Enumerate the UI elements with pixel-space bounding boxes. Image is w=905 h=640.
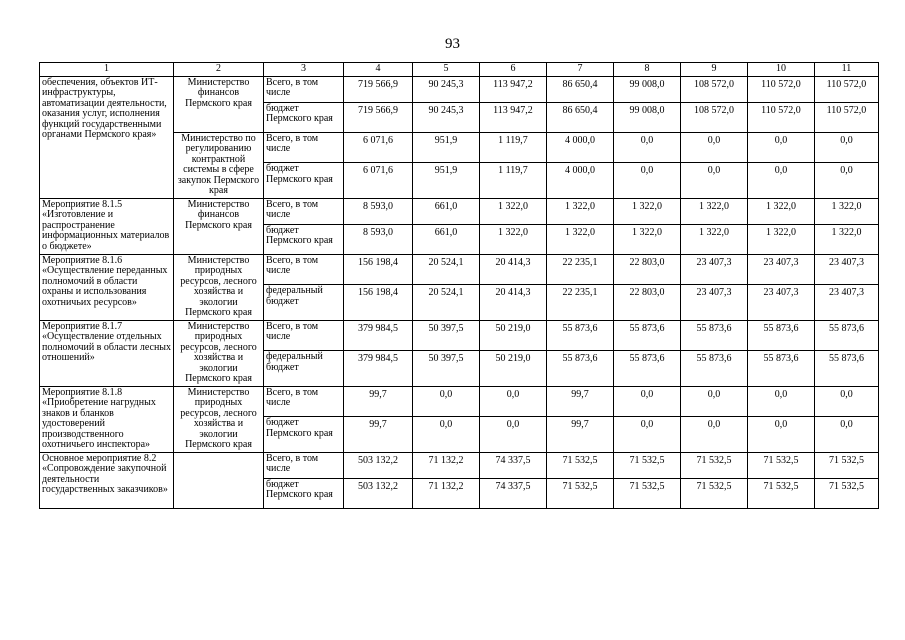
amount-cell: 55 873,6	[547, 351, 614, 386]
column-header: 3	[264, 63, 344, 77]
amount-cell: 0,0	[748, 417, 815, 452]
executor-cell	[174, 452, 264, 508]
amount-cell: 55 873,6	[748, 351, 815, 386]
amount-cell: 110 572,0	[815, 102, 879, 132]
amount-cell: 1 119,7	[480, 163, 547, 198]
amount-cell: 113 947,2	[480, 76, 547, 102]
amount-cell: 503 132,2	[344, 452, 413, 478]
amount-cell: 55 873,6	[681, 351, 748, 386]
amount-cell: 99,7	[344, 386, 413, 417]
executor-cell: Министерство природных ресурсов, лесного хозяйства и экологии Пермского края	[174, 254, 264, 320]
column-header: 1	[40, 63, 174, 77]
amount-cell: 951,9	[413, 132, 480, 163]
activity-name-cell: Мероприятие 8.1.6 «Осуществление переданных полномочий в области охраны и использования охотничьих ресурсов»	[40, 254, 174, 320]
amount-cell: 99,7	[344, 417, 413, 452]
executor-cell: Министерство финансов Пермского края	[174, 76, 264, 132]
amount-cell: 0,0	[748, 132, 815, 163]
amount-cell: 23 407,3	[815, 285, 879, 320]
funding-source-cell: Всего, в том числе	[264, 132, 344, 163]
amount-cell: 71 132,2	[413, 478, 480, 508]
amount-cell: 0,0	[815, 386, 879, 417]
budget-table	[39, 62, 879, 509]
amount-cell: 71 532,5	[547, 478, 614, 508]
amount-cell: 50 397,5	[413, 320, 480, 351]
amount-cell: 108 572,0	[681, 76, 748, 102]
activity-name-cell: обеспечения, объектов ИТ-инфраструктуры, автоматизации деятельности, оказания услуг, исполнения функций государственными органами Пермского края»	[40, 76, 174, 198]
executor-cell: Министерство природных ресурсов, лесного хозяйства и экологии Пермского края	[174, 386, 264, 452]
amount-cell: 0,0	[614, 417, 681, 452]
amount-cell: 1 322,0	[815, 224, 879, 254]
amount-cell: 50 219,0	[480, 351, 547, 386]
column-header: 6	[480, 63, 547, 77]
amount-cell: 55 873,6	[614, 351, 681, 386]
amount-cell: 90 245,3	[413, 102, 480, 132]
amount-cell: 71 532,5	[815, 478, 879, 508]
funding-source-cell: федеральный бюджет	[264, 351, 344, 386]
amount-cell: 55 873,6	[748, 320, 815, 351]
amount-cell: 71 532,5	[815, 452, 879, 478]
funding-source-cell: бюджет Пермского края	[264, 224, 344, 254]
amount-cell: 719 566,9	[344, 102, 413, 132]
amount-cell: 1 322,0	[681, 224, 748, 254]
amount-cell: 6 071,6	[344, 132, 413, 163]
amount-cell: 20 524,1	[413, 254, 480, 285]
activity-name-cell: Мероприятие 8.1.5 «Изготовление и распространение информационных материалов о бюджете»	[40, 198, 174, 254]
column-header: 4	[344, 63, 413, 77]
amount-cell: 1 322,0	[681, 198, 748, 224]
table-body	[40, 76, 879, 508]
amount-cell: 0,0	[614, 386, 681, 417]
funding-source-cell: бюджет Пермского края	[264, 102, 344, 132]
amount-cell: 0,0	[681, 386, 748, 417]
amount-cell: 71 532,5	[614, 478, 681, 508]
funding-source-cell: Всего, в том числе	[264, 320, 344, 351]
amount-cell: 71 532,5	[748, 478, 815, 508]
amount-cell: 55 873,6	[614, 320, 681, 351]
amount-cell: 156 198,4	[344, 254, 413, 285]
column-header: 2	[174, 63, 264, 77]
amount-cell: 1 322,0	[815, 198, 879, 224]
amount-cell: 74 337,5	[480, 452, 547, 478]
column-header: 7	[547, 63, 614, 77]
amount-cell: 23 407,3	[748, 285, 815, 320]
executor-cell: Министерство по регулированию контрактной системы в сфере закупок Пермского края	[174, 132, 264, 198]
funding-source-cell: Всего, в том числе	[264, 198, 344, 224]
column-header: 10	[748, 63, 815, 77]
amount-cell: 23 407,3	[681, 254, 748, 285]
amount-cell: 110 572,0	[815, 76, 879, 102]
amount-cell: 20 414,3	[480, 254, 547, 285]
amount-cell: 1 322,0	[748, 198, 815, 224]
funding-source-cell: Всего, в том числе	[264, 386, 344, 417]
amount-cell: 22 235,1	[547, 285, 614, 320]
column-header: 11	[815, 63, 879, 77]
amount-cell: 661,0	[413, 198, 480, 224]
amount-cell: 719 566,9	[344, 76, 413, 102]
amount-cell: 4 000,0	[547, 163, 614, 198]
amount-cell: 503 132,2	[344, 478, 413, 508]
amount-cell: 20 524,1	[413, 285, 480, 320]
amount-cell: 86 650,4	[547, 102, 614, 132]
amount-cell: 99,7	[547, 386, 614, 417]
activity-name-cell: Основное мероприятие 8.2 «Сопровождение закупочной деятельности государственных заказчиков»	[40, 452, 174, 508]
amount-cell: 55 873,6	[815, 351, 879, 386]
amount-cell: 1 322,0	[547, 198, 614, 224]
header-row	[40, 63, 879, 77]
amount-cell: 71 532,5	[547, 452, 614, 478]
amount-cell: 55 873,6	[681, 320, 748, 351]
amount-cell: 71 132,2	[413, 452, 480, 478]
table-row	[40, 198, 879, 224]
amount-cell: 22 803,0	[614, 254, 681, 285]
funding-source-cell: Всего, в том числе	[264, 452, 344, 478]
amount-cell: 0,0	[614, 132, 681, 163]
amount-cell: 86 650,4	[547, 76, 614, 102]
column-header: 9	[681, 63, 748, 77]
table-row	[40, 76, 879, 102]
amount-cell: 22 803,0	[614, 285, 681, 320]
amount-cell: 0,0	[480, 417, 547, 452]
amount-cell: 1 322,0	[480, 198, 547, 224]
amount-cell: 379 984,5	[344, 351, 413, 386]
amount-cell: 99,7	[547, 417, 614, 452]
column-header: 5	[413, 63, 480, 77]
amount-cell: 0,0	[413, 386, 480, 417]
amount-cell: 0,0	[480, 386, 547, 417]
amount-cell: 110 572,0	[748, 76, 815, 102]
amount-cell: 99 008,0	[614, 102, 681, 132]
amount-cell: 0,0	[681, 163, 748, 198]
activity-name-cell: Мероприятие 8.1.8 «Приобретение нагрудных знаков и бланков удостоверений производственного охотничьего инспектора»	[40, 386, 174, 452]
amount-cell: 379 984,5	[344, 320, 413, 351]
amount-cell: 71 532,5	[614, 452, 681, 478]
amount-cell: 1 322,0	[748, 224, 815, 254]
amount-cell: 951,9	[413, 163, 480, 198]
amount-cell: 22 235,1	[547, 254, 614, 285]
amount-cell: 74 337,5	[480, 478, 547, 508]
amount-cell: 1 322,0	[614, 198, 681, 224]
amount-cell: 661,0	[413, 224, 480, 254]
amount-cell: 0,0	[681, 417, 748, 452]
funding-source-cell: федеральный бюджет	[264, 285, 344, 320]
page-number: 93	[445, 36, 460, 52]
amount-cell: 1 322,0	[547, 224, 614, 254]
amount-cell: 23 407,3	[748, 254, 815, 285]
activity-name-cell: Мероприятие 8.1.7 «Осуществление отдельных полномочий в области лесных отношений»	[40, 320, 174, 386]
amount-cell: 1 119,7	[480, 132, 547, 163]
amount-cell: 50 397,5	[413, 351, 480, 386]
amount-cell: 99 008,0	[614, 76, 681, 102]
amount-cell: 20 414,3	[480, 285, 547, 320]
amount-cell: 0,0	[815, 417, 879, 452]
amount-cell: 110 572,0	[748, 102, 815, 132]
amount-cell: 108 572,0	[681, 102, 748, 132]
amount-cell: 55 873,6	[547, 320, 614, 351]
amount-cell: 0,0	[614, 163, 681, 198]
amount-cell: 90 245,3	[413, 76, 480, 102]
table-row	[40, 452, 879, 478]
funding-source-cell: бюджет Пермского края	[264, 478, 344, 508]
amount-cell: 55 873,6	[815, 320, 879, 351]
amount-cell: 113 947,2	[480, 102, 547, 132]
funding-source-cell: бюджет Пермского края	[264, 163, 344, 198]
amount-cell: 71 532,5	[748, 452, 815, 478]
amount-cell: 50 219,0	[480, 320, 547, 351]
amount-cell: 0,0	[413, 417, 480, 452]
amount-cell: 6 071,6	[344, 163, 413, 198]
amount-cell: 71 532,5	[681, 452, 748, 478]
amount-cell: 8 593,0	[344, 224, 413, 254]
table-row	[40, 386, 879, 417]
amount-cell: 0,0	[815, 163, 879, 198]
column-header: 8	[614, 63, 681, 77]
amount-cell: 1 322,0	[480, 224, 547, 254]
amount-cell: 23 407,3	[815, 254, 879, 285]
amount-cell: 4 000,0	[547, 132, 614, 163]
amount-cell: 0,0	[748, 386, 815, 417]
amount-cell: 0,0	[815, 132, 879, 163]
funding-source-cell: Всего, в том числе	[264, 254, 344, 285]
executor-cell: Министерство финансов Пермского края	[174, 198, 264, 254]
amount-cell: 0,0	[681, 132, 748, 163]
table-row	[40, 254, 879, 285]
funding-source-cell: Всего, в том числе	[264, 76, 344, 102]
funding-source-cell: бюджет Пермского края	[264, 417, 344, 452]
amount-cell: 8 593,0	[344, 198, 413, 224]
amount-cell: 0,0	[748, 163, 815, 198]
amount-cell: 23 407,3	[681, 285, 748, 320]
amount-cell: 71 532,5	[681, 478, 748, 508]
amount-cell: 1 322,0	[614, 224, 681, 254]
amount-cell: 156 198,4	[344, 285, 413, 320]
executor-cell: Министерство природных ресурсов, лесного хозяйства и экологии Пермского края	[174, 320, 264, 386]
table-row	[40, 320, 879, 351]
